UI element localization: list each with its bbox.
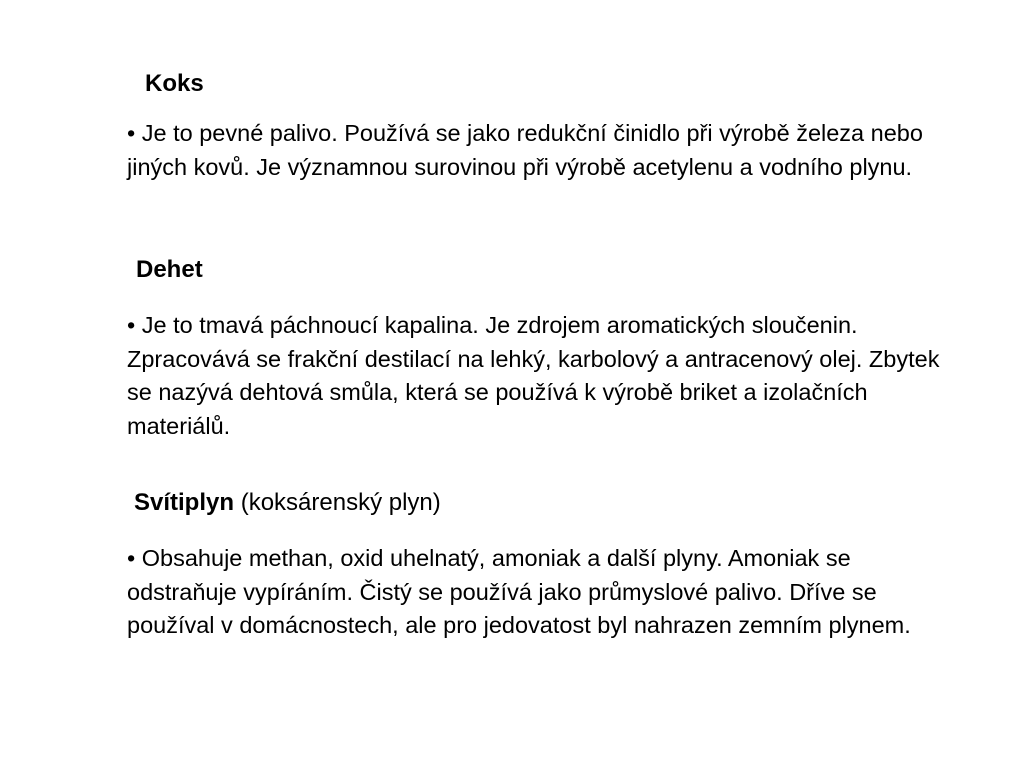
section-heading-dehet (136, 256, 203, 284)
section-heading-svitiplyn (134, 489, 441, 517)
heading-title: Dehet (136, 256, 203, 283)
section-text-svitiplyn: • Obsahuje methan, oxid uhelnatý, amoniak a další plyny. Amoniak se odstraňuje vypíráním. Čistý se používá jako průmyslové palivo. Dříve se používal v domácnostech, ale pro jedovatost byl nahrazen zemním plynem. (127, 545, 911, 638)
heading-subtitle: (koksárenský plyn) (234, 489, 441, 516)
heading-title: Svítiplyn (134, 489, 235, 516)
heading-title: Koks (145, 70, 204, 97)
section-heading-koks (145, 70, 204, 98)
section-text-koks: • Je to pevné palivo. Používá se jako redukční činidlo při výrobě železa nebo jiných kovů. Je významnou surovinou při výrobě acetylenu a vodního plynu. (127, 120, 923, 180)
section-text-dehet: • Je to tmavá páchnoucí kapalina. Je zdrojem aromatických sloučenin. Zpracovává se frakční destilací na lehký, karbolový a antracenový olej. Zbytek se nazývá dehtová smůla, která se používá k výrobě briket a izolačních materiálů. (127, 312, 940, 439)
